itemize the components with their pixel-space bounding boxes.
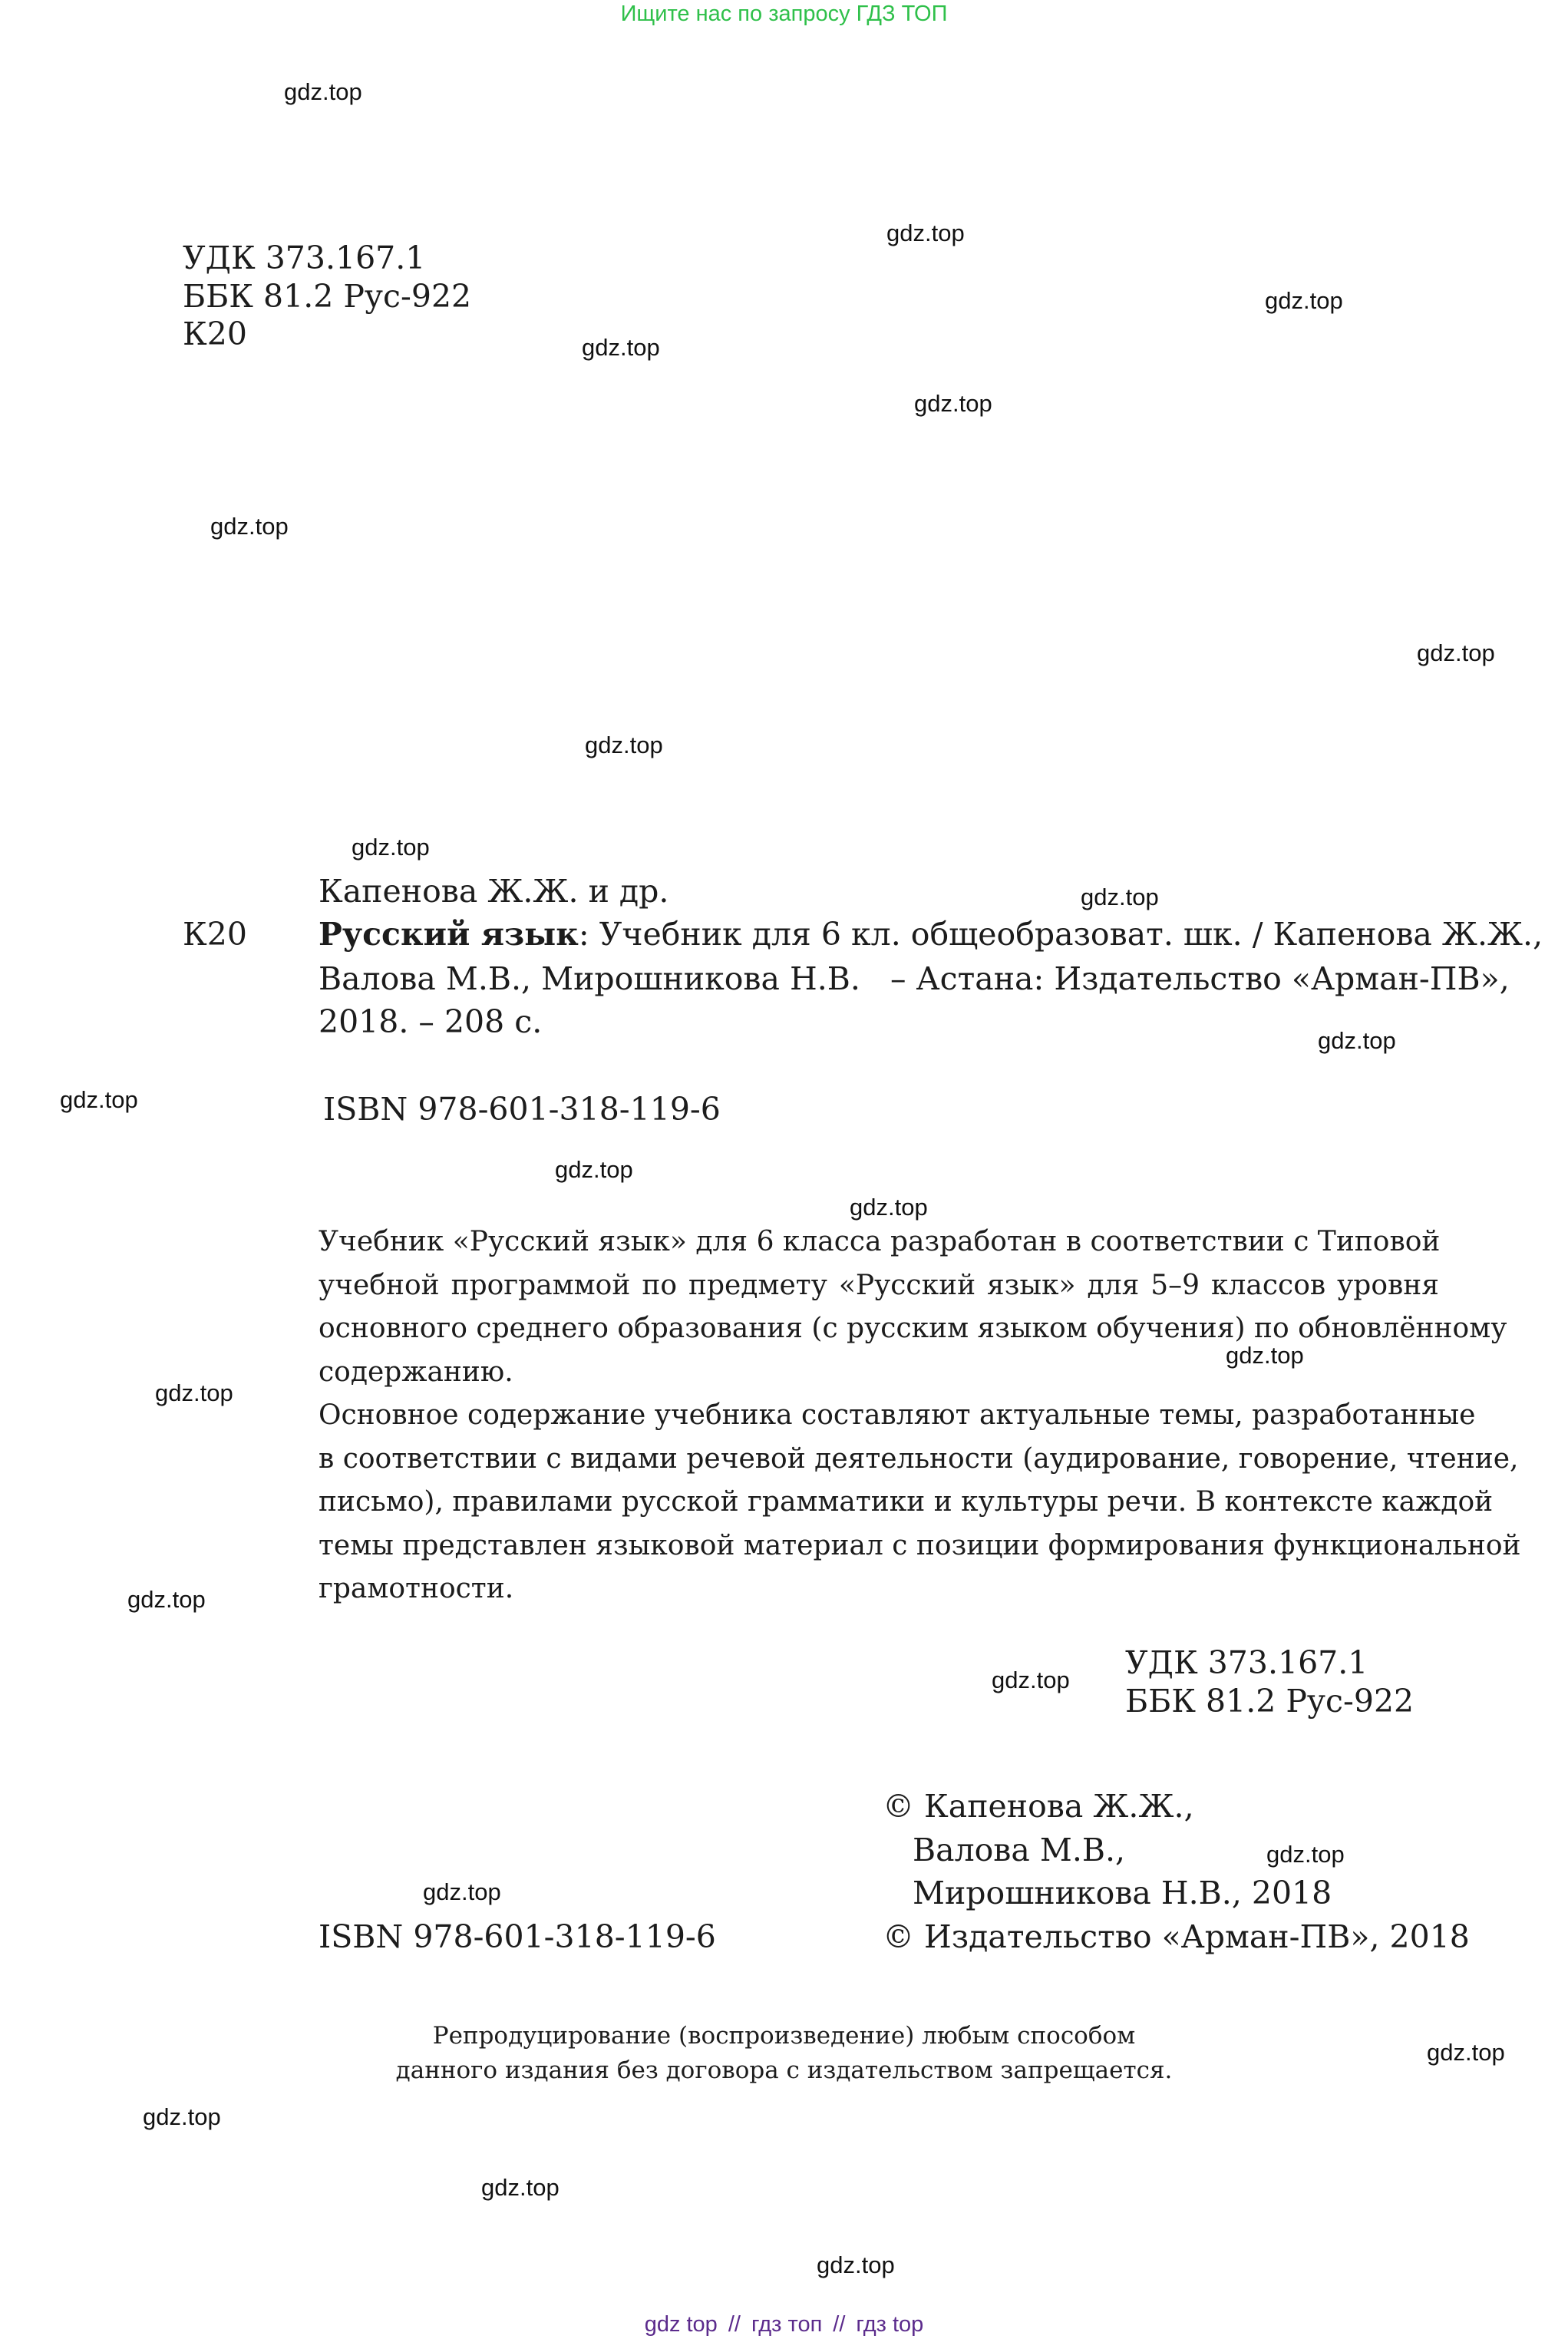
watermark: gdz.top [155,1379,233,1406]
footer-links [0,2312,1568,2337]
copyright-line-2: Валова М.В., [913,1832,1126,1868]
footer-separator: // [833,2312,846,2337]
bottom-udk: УДК 373.167.1 [1125,1644,1368,1681]
record-line-2: Валова М.В., Мирошникова Н.В. – Астана: Издательство «Арман-ПВ», [319,960,1510,997]
watermark: gdz.top [1226,1342,1304,1369]
watermark: gdz.top [423,1878,501,1905]
watermark: gdz.top [60,1086,138,1113]
copyright-line-4: © Издательство «Арман-ПВ», 2018 [883,1918,1470,1955]
watermark: gdz.top [582,334,660,361]
copyright-line-1: © Капенова Ж.Ж., [883,1788,1194,1825]
header-udk: УДК 373.167.1 [183,240,426,276]
footer-link-gdz-top[interactable]: gdz top [644,2312,718,2337]
search-banner: Ищите нас по запросу ГДЗ ТОП [620,2,948,26]
annotation-line: Основное содержание учебника составляют актуальные темы, разработанные [319,1399,1476,1431]
header-k: К20 [183,316,247,352]
reproduction-notice [0,2019,1568,2088]
annotation-line: учебной программой по предмету «Русский язык» для 5–9 классов уровня [319,1269,1439,1301]
watermark: gdz.top [1417,639,1495,666]
watermark: gdz.top [210,513,289,540]
footer-link-gdz-top-mixed[interactable]: гдз top [856,2312,924,2337]
watermark: gdz.top [127,1586,206,1613]
annotation-line: грамотности. [319,1573,514,1604]
annotation-line: основного среднего образования (с русским языком обучения) по обновлённому [319,1313,1507,1344]
watermark: gdz.top [1427,2039,1505,2066]
watermark: gdz.top [1318,1027,1396,1054]
record-authors: Капенова Ж.Ж. и др. [319,873,669,910]
record-line-3: 2018. – 208 с. [319,1003,543,1040]
annotation-paragraph-2 [319,1394,1521,1611]
watermark: gdz.top [284,78,362,105]
notice-line: данного издания без договора с издательством запрещается. [395,2057,1173,2084]
watermark: gdz.top [1266,1841,1345,1868]
watermark: gdz.top [352,834,430,861]
annotation-line: письмо), правилами русской грамматики и культуры речи. В контексте каждой [319,1486,1494,1518]
watermark: gdz.top [1265,287,1343,314]
watermark: gdz.top [143,2103,221,2130]
record-line-1 [319,915,1543,953]
header-bbk: ББК 81.2 Рус-922 [183,278,472,315]
watermark: gdz.top [555,1156,633,1183]
watermark: gdz.top [850,1194,928,1221]
watermark: gdz.top [585,732,663,758]
annotation-line: в соответствии с видами речевой деятельности (аудирование, говорение, чтение, [319,1442,1519,1475]
watermark: gdz.top [481,2174,560,2201]
watermark: gdz.top [1081,884,1159,910]
footer-link-gdz-top-ru[interactable]: гдз топ [751,2312,823,2337]
record-k: К20 [183,916,247,953]
watermark: gdz.top [817,2251,895,2278]
watermark: gdz.top [886,220,965,246]
notice-line: Репродуцирование (воспроизведение) любым способом [432,2022,1136,2050]
watermark: gdz.top [992,1667,1070,1693]
watermark: gdz.top [914,390,992,417]
record-line-1-rest: : Учебник для 6 кл. общеобразоват. шк. / Капенова Ж.Ж., [578,916,1543,953]
copyright-line-3: Мирошникова Н.В., 2018 [913,1875,1332,1911]
annotation-line: Учебник «Русский язык» для 6 класса разработан в соответствии с Типовой [319,1226,1441,1257]
footer-separator: // [728,2312,741,2337]
bottom-bbk: ББК 81.2 Рус-922 [1125,1683,1415,1720]
annotation-line: темы представлен языковой материал с позиции формирования функциональной [319,1529,1521,1561]
copyright-isbn: ISBN 978-601-318-119-6 [319,1918,716,1955]
record-isbn: ISBN 978-601-318-119-6 [323,1091,721,1128]
record-title: Русский язык [319,916,579,953]
annotation-line: содержанию. [319,1356,513,1388]
